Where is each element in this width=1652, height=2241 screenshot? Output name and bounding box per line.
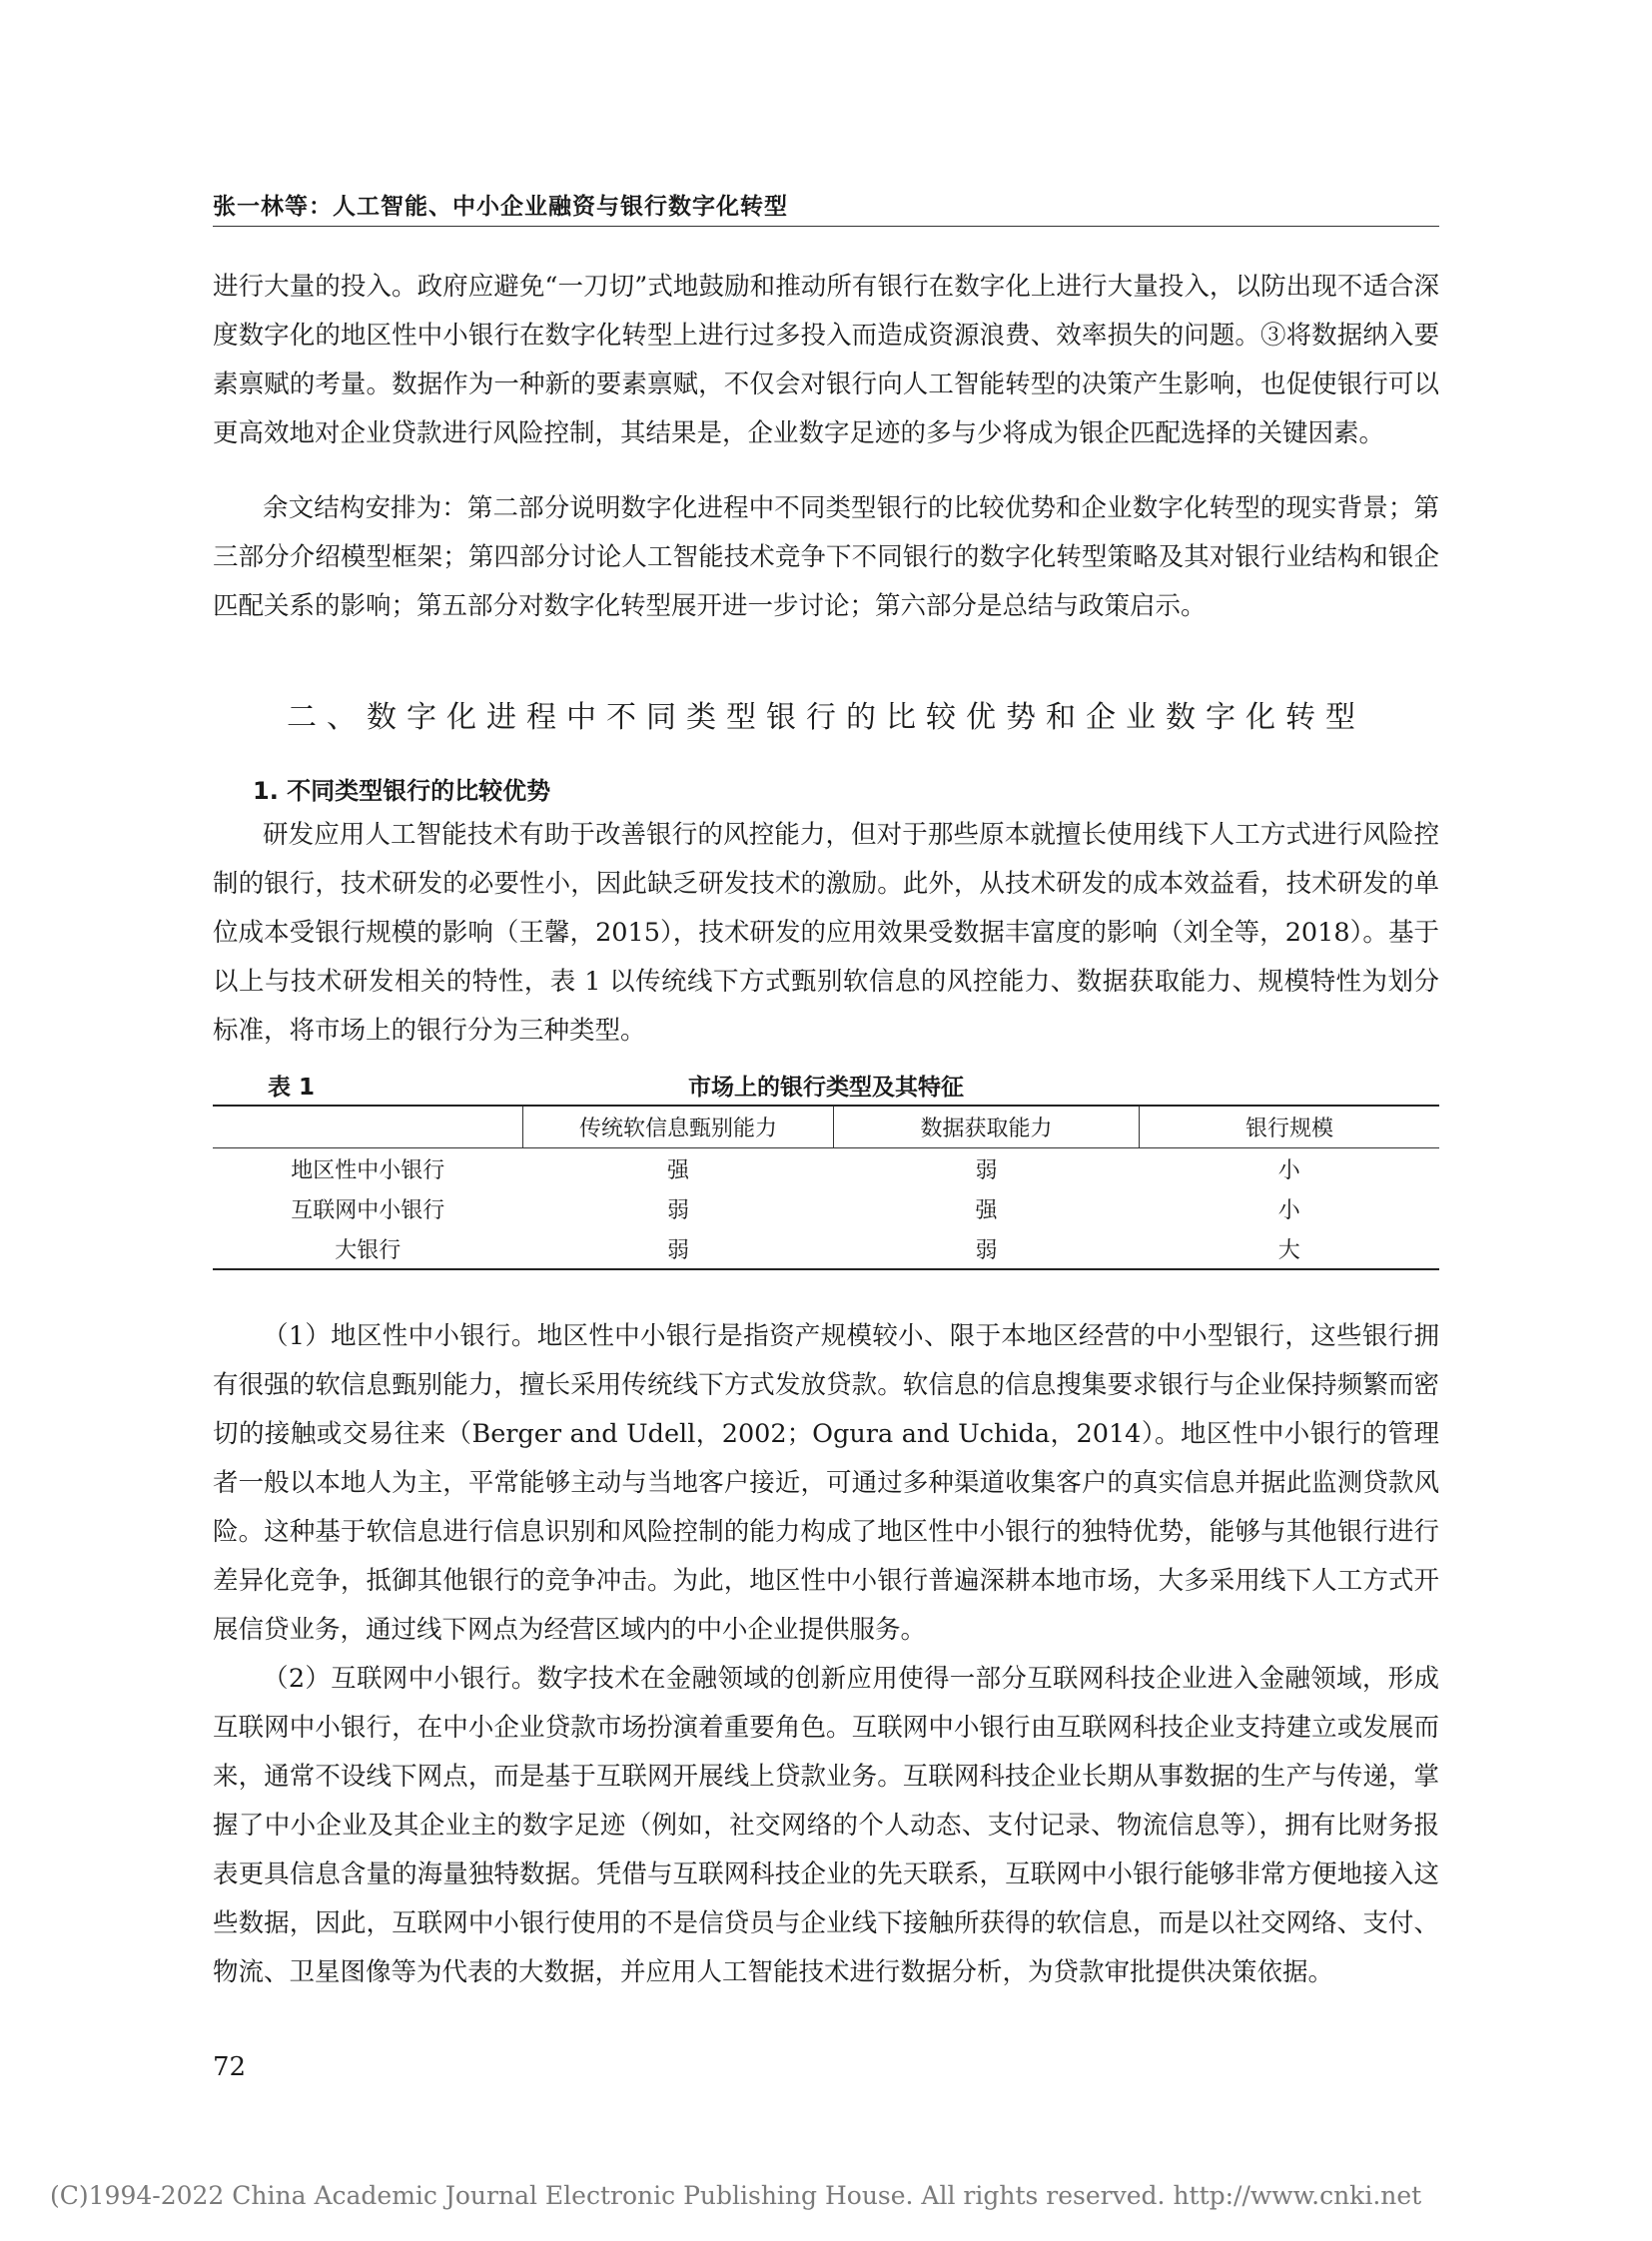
table-cell: 弱 (666, 1197, 689, 1223)
header-rule (213, 226, 1439, 227)
table-cell: 弱 (975, 1237, 998, 1263)
running-header-title: 张一林等：人工智能、中小企业融资与银行数字化转型 (213, 194, 788, 220)
table-cell: 大银行 (335, 1237, 402, 1263)
paragraph-comparative-advantage: 研发应用人工智能技术有助于改善银行的风控能力，但对于那些原本就擅长使用线下人工方式进行风险控制的银行，技术研发的必要性小，因此缺乏研发技术的激励。此外，从技术研发的成本效益看，技术研发的单位成本受银行规模的影响（王馨，2015），技术研发的应用效果受数据丰富度的影响（刘全等，2018）。基于以上与技术研发相关的特性，表 1 以传统线下方式甄别软信息的风控能力、数据获取能力、规模特性为划分标准，将市场上的银行分为三种类型。 (213, 820, 1439, 1046)
table-row (213, 1148, 1439, 1189)
table-cell: 小 (1277, 1157, 1300, 1183)
table-cell: 弱 (666, 1237, 689, 1263)
table-cell: 弱 (975, 1157, 998, 1183)
bank-types-table (213, 1105, 1439, 1270)
table-cell: 大 (1277, 1237, 1300, 1263)
table-header-row (213, 1106, 1439, 1148)
table-header-cell: 银行规模 (1140, 1106, 1440, 1148)
table-cell: 互联网中小银行 (291, 1197, 445, 1223)
table-row (213, 1228, 1439, 1269)
paragraph-regional-banks: （1）地区性中小银行。地区性中小银行是指资产规模较小、限于本地区经营的中小型银行，这些银行拥有很强的软信息甄别能力，擅长采用传统线下方式发放贷款。软信息的信息搜集要求银行与企业保持频繁而密切的接触或交易往来（Berger and Udell，2002；Ogura and Uchida，2014）。地区性中小银行的管理者一般以本地人为主，平常能够主动与当地客户接近，可通过多种渠道收集客户的真实信息并据此监测贷款风险。这种基于软信息进行信息识别和风险控制的能力构成了地区性中小银行的独特优势，能够与其他银行进行差异化竞争，抵御其他银行的竞争冲击。为此，地区性中小银行普遍深耕本地市场，大多采用线下人工方式开展信贷业务，通过线下网点为经营区域内的中小企业提供服务。 (213, 1321, 1439, 1645)
section-title: 二、数字化进程中不同类型银行的比较优势和企业数字化转型 (287, 700, 1365, 735)
table-header-cell: 传统软信息甄别能力 (523, 1106, 834, 1148)
page-number: 72 (213, 2052, 247, 2082)
table-title: 市场上的银行类型及其特征 (688, 1075, 964, 1101)
table-cell: 地区性中小银行 (291, 1157, 445, 1183)
table-number: 表 1 (268, 1075, 316, 1101)
table-cell: 强 (975, 1197, 998, 1223)
table-1 (213, 1069, 1439, 1270)
table-header-cell (213, 1106, 523, 1148)
paragraph-internet-banks: （2）互联网中小银行。数字技术在金融领域的创新应用使得一部分互联网科技企业进入金融领域，形成互联网中小银行，在中小企业贷款市场扮演着重要角色。互联网中小银行由互联网科技企业支持建立或发展而来，通常不设线下网点，而是基于互联网开展线上贷款业务。互联网科技企业长期从事数据的生产与传递，掌握了中小企业及其企业主的数字足迹（例如，社交网络的个人动态、支付记录、物流信息等），拥有比财务报表更具信息含量的海量独特数据。凭借与互联网科技企业的先天联系，互联网中小银行能够非常方便地接入这些数据，因此，互联网中小银行使用的不是信贷员与企业线下接触所获得的软信息，而是以社交网络、支付、物流、卫星图像等为代表的大数据，并应用人工智能技术进行数据分析，为贷款审批提供决策依据。 (213, 1664, 1439, 1987)
copyright-notice: (C)1994-2022 China Academic Journal Electronic Publishing House. All rights reserved. http://www.cnki.net (50, 2181, 1422, 2210)
table-caption (213, 1069, 1439, 1105)
subsection-title: 1. 不同类型银行的比较优势 (253, 777, 551, 805)
table-cell: 强 (666, 1157, 689, 1183)
table-cell: 小 (1277, 1197, 1300, 1223)
paragraph-structure: 余文结构安排为：第二部分说明数字化进程中不同类型银行的比较优势和企业数字化转型的现实背景；第三部分介绍模型框架；第四部分讨论人工智能技术竞争下不同银行的数字化转型策略及其对银行业结构和银企匹配关系的影响；第五部分对数字化转型展开进一步讨论；第六部分是总结与政策启示。 (213, 493, 1439, 621)
table-header-cell: 数据获取能力 (834, 1106, 1140, 1148)
table-row (213, 1188, 1439, 1228)
paragraph-intro-end: 进行大量的投入。政府应避免“一刀切”式地鼓励和推动所有银行在数字化上进行大量投入，以防出现不适合深度数字化的地区性中小银行在数字化转型上进行过多投入而造成资源浪费、效率损失的问题。③将数据纳入要素禀赋的考量。数据作为一种新的要素禀赋，不仅会对银行向人工智能转型的决策产生影响，也促使银行可以更高效地对企业贷款进行风险控制，其结果是，企业数字足迹的多与少将成为银企匹配选择的关键因素。 (213, 272, 1439, 448)
